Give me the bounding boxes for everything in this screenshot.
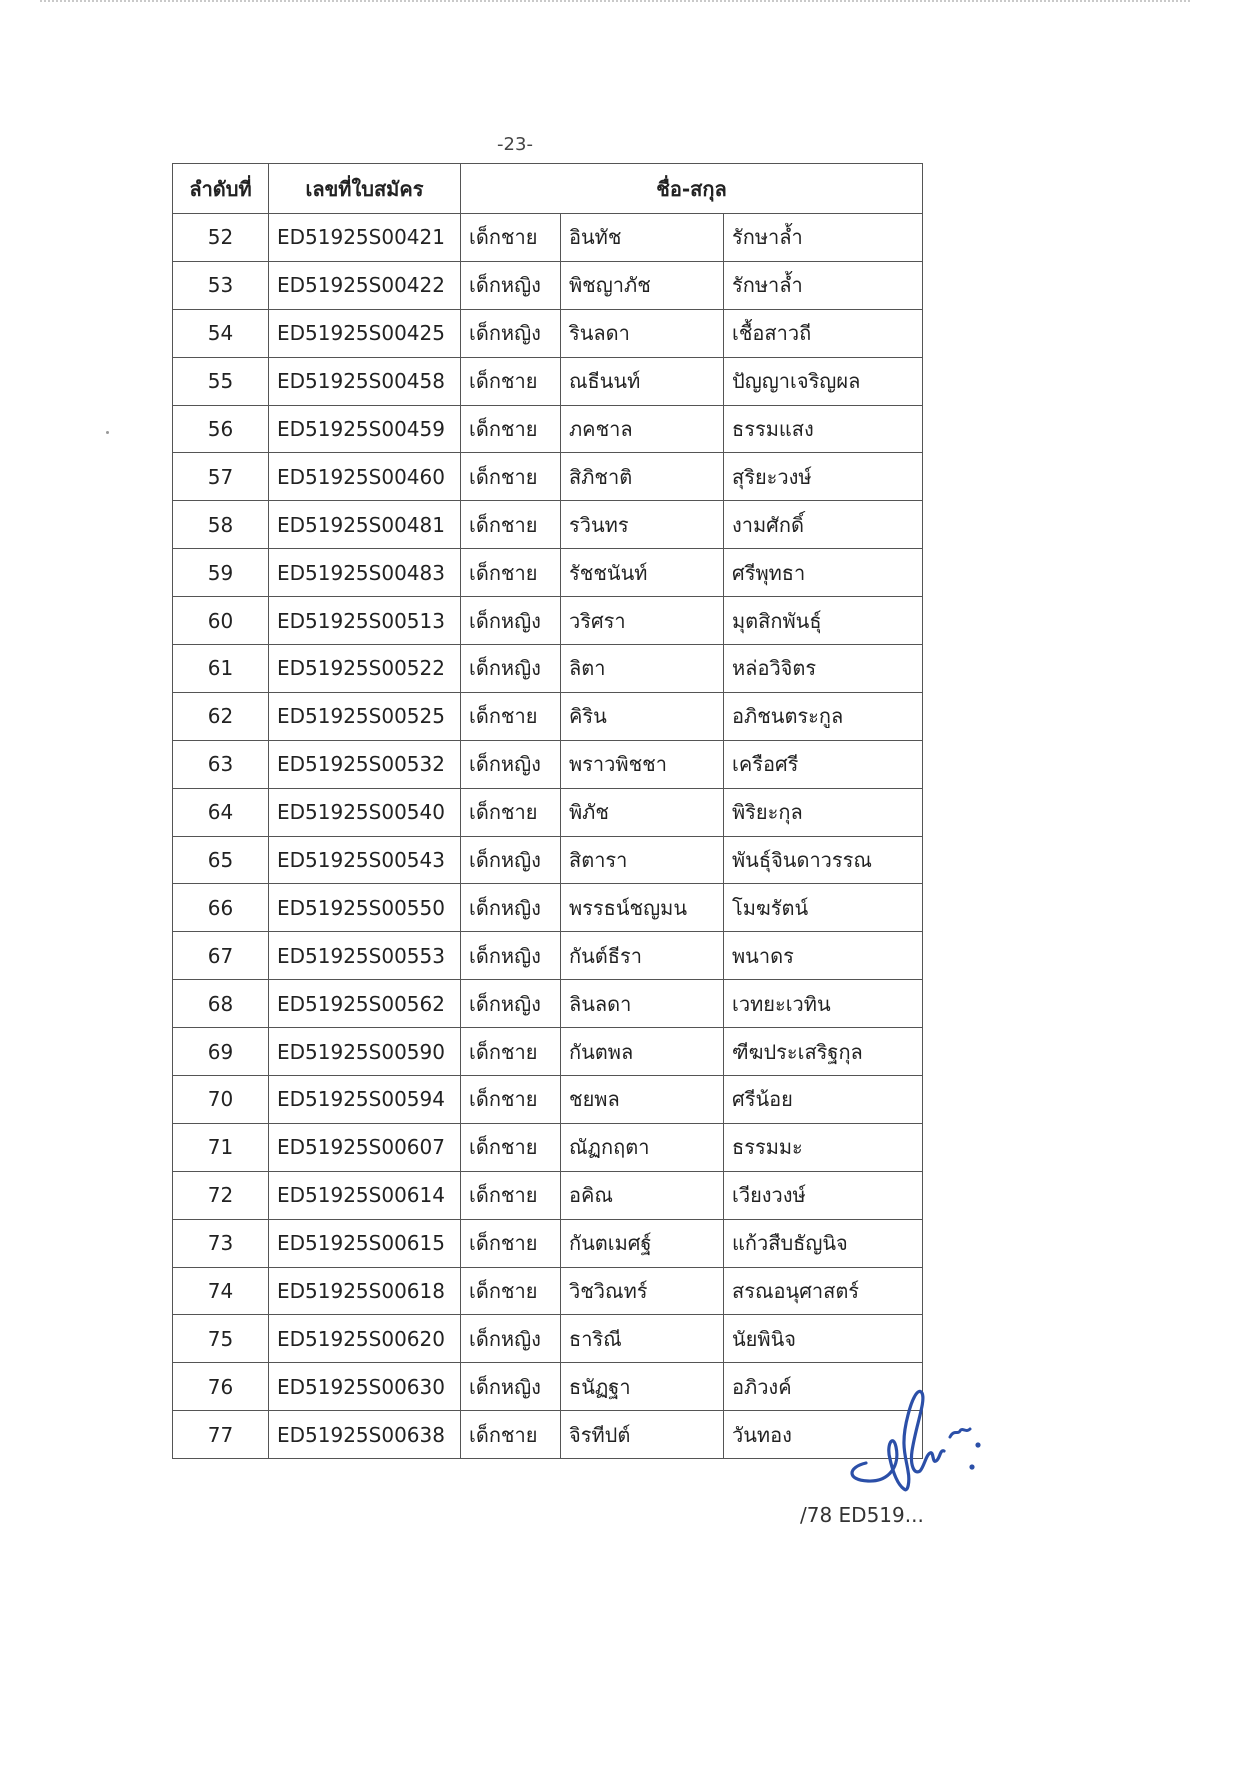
cell-last-name: เครือศรี — [724, 740, 923, 788]
cell-title: เด็กหญิง — [461, 932, 561, 980]
cell-seq: 61 — [173, 645, 269, 693]
cell-last-name: ธรรมแสง — [724, 405, 923, 453]
table-row — [173, 740, 923, 788]
cell-first-name: ธนัฏฐา — [561, 1363, 724, 1411]
cell-first-name: วิชวิณทร์ — [561, 1267, 724, 1315]
cell-first-name: คิริน — [561, 692, 724, 740]
cell-application-no: ED51925S00638 — [269, 1411, 461, 1459]
table-row — [173, 357, 923, 405]
cell-application-no: ED51925S00522 — [269, 645, 461, 693]
table-row — [173, 692, 923, 740]
header-seq: ลำดับที่ — [173, 164, 269, 214]
cell-last-name: พิริยะกุล — [724, 788, 923, 836]
table-row — [173, 1315, 923, 1363]
table-row — [173, 549, 923, 597]
cell-title: เด็กชาย — [461, 788, 561, 836]
cell-first-name: ณัฏกฤตา — [561, 1123, 724, 1171]
cell-application-no: ED51925S00562 — [269, 980, 461, 1028]
table-row — [173, 645, 923, 693]
table-row — [173, 980, 923, 1028]
cell-seq: 72 — [173, 1171, 269, 1219]
table-row — [173, 836, 923, 884]
table-row — [173, 1171, 923, 1219]
cell-first-name: ชยพล — [561, 1076, 724, 1124]
cell-title: เด็กชาย — [461, 549, 561, 597]
cell-seq: 66 — [173, 884, 269, 932]
table-row — [173, 884, 923, 932]
cell-last-name: สรณอนุศาสตร์ — [724, 1267, 923, 1315]
cell-title: เด็กหญิง — [461, 1315, 561, 1363]
cell-seq: 74 — [173, 1267, 269, 1315]
table-row — [173, 261, 923, 309]
cell-application-no: ED51925S00614 — [269, 1171, 461, 1219]
table-row — [173, 405, 923, 453]
table-body — [173, 214, 923, 1459]
cell-first-name: กันตพล — [561, 1028, 724, 1076]
cell-application-no: ED51925S00421 — [269, 214, 461, 262]
cell-last-name: อภิชนตระกูล — [724, 692, 923, 740]
cell-title: เด็กหญิง — [461, 836, 561, 884]
cell-first-name: วริศรา — [561, 597, 724, 645]
cell-title: เด็กหญิง — [461, 309, 561, 357]
cell-first-name: พิภัช — [561, 788, 724, 836]
cell-last-name: เวทยะเวทิน — [724, 980, 923, 1028]
table-header-row — [173, 164, 923, 214]
cell-title: เด็กชาย — [461, 1076, 561, 1124]
cell-title: เด็กหญิง — [461, 597, 561, 645]
cell-last-name: รักษาล้ำ — [724, 261, 923, 309]
table-row — [173, 932, 923, 980]
cell-title: เด็กชาย — [461, 1123, 561, 1171]
table-row — [173, 1076, 923, 1124]
cell-application-no: ED51925S00525 — [269, 692, 461, 740]
cell-first-name: พรรธน์ชญมน — [561, 884, 724, 932]
cell-first-name: ลินลดา — [561, 980, 724, 1028]
cell-seq: 69 — [173, 1028, 269, 1076]
table-row — [173, 309, 923, 357]
cell-title: เด็กชาย — [461, 405, 561, 453]
cell-seq: 54 — [173, 309, 269, 357]
cell-last-name: งามศักดิ์ — [724, 501, 923, 549]
cell-last-name: ศรีน้อย — [724, 1076, 923, 1124]
cell-first-name: อคิณ — [561, 1171, 724, 1219]
cell-application-no: ED51925S00425 — [269, 309, 461, 357]
cell-seq: 60 — [173, 597, 269, 645]
cell-application-no: ED51925S00532 — [269, 740, 461, 788]
cell-seq: 59 — [173, 549, 269, 597]
cell-first-name: กันต์ธีรา — [561, 932, 724, 980]
cell-seq: 57 — [173, 453, 269, 501]
cell-last-name: ธรรมมะ — [724, 1123, 923, 1171]
cell-seq: 65 — [173, 836, 269, 884]
table-row — [173, 453, 923, 501]
table-row — [173, 214, 923, 262]
cell-application-no: ED51925S00590 — [269, 1028, 461, 1076]
cell-seq: 53 — [173, 261, 269, 309]
cell-application-no: ED51925S00422 — [269, 261, 461, 309]
cell-title: เด็กชาย — [461, 1219, 561, 1267]
cell-last-name: พนาดร — [724, 932, 923, 980]
cell-title: เด็กชาย — [461, 692, 561, 740]
cell-last-name: ฑีฆประเสริฐกุล — [724, 1028, 923, 1076]
cell-last-name: นัยพินิจ — [724, 1315, 923, 1363]
cell-title: เด็กหญิง — [461, 740, 561, 788]
cell-first-name: ลิตา — [561, 645, 724, 693]
cell-last-name: ศรีพุทธา — [724, 549, 923, 597]
handwritten-signature — [838, 1385, 998, 1505]
cell-first-name: สิตารา — [561, 836, 724, 884]
table-row — [173, 788, 923, 836]
header-application-no: เลขที่ใบสมัคร — [269, 164, 461, 214]
cell-title: เด็กหญิง — [461, 261, 561, 309]
cell-first-name: รวินทร — [561, 501, 724, 549]
cell-application-no: ED51925S00550 — [269, 884, 461, 932]
cell-first-name: อินทัช — [561, 214, 724, 262]
table-row — [173, 1123, 923, 1171]
scan-speck — [106, 431, 109, 434]
cell-seq: 77 — [173, 1411, 269, 1459]
page-number: -23- — [497, 134, 533, 155]
cell-application-no: ED51925S00540 — [269, 788, 461, 836]
cell-last-name: โมฆรัตน์ — [724, 884, 923, 932]
cell-seq: 64 — [173, 788, 269, 836]
continuation-note: /78 ED519... — [800, 1503, 924, 1527]
cell-application-no: ED51925S00460 — [269, 453, 461, 501]
cell-application-no: ED51925S00630 — [269, 1363, 461, 1411]
cell-seq: 71 — [173, 1123, 269, 1171]
cell-last-name: เชื้อสาวถี — [724, 309, 923, 357]
table-row — [173, 1219, 923, 1267]
cell-seq: 70 — [173, 1076, 269, 1124]
cell-application-no: ED51925S00481 — [269, 501, 461, 549]
cell-seq: 75 — [173, 1315, 269, 1363]
cell-application-no: ED51925S00483 — [269, 549, 461, 597]
cell-seq: 73 — [173, 1219, 269, 1267]
cell-title: เด็กหญิง — [461, 645, 561, 693]
cell-application-no: ED51925S00607 — [269, 1123, 461, 1171]
cell-first-name: ภคชาล — [561, 405, 724, 453]
cell-title: เด็กชาย — [461, 1267, 561, 1315]
table-row — [173, 1028, 923, 1076]
cell-seq: 67 — [173, 932, 269, 980]
cell-last-name: รักษาล้ำ — [724, 214, 923, 262]
cell-seq: 63 — [173, 740, 269, 788]
cell-seq: 58 — [173, 501, 269, 549]
cell-title: เด็กชาย — [461, 453, 561, 501]
cell-title: เด็กหญิง — [461, 1363, 561, 1411]
cell-application-no: ED51925S00543 — [269, 836, 461, 884]
cell-first-name: ธาริณี — [561, 1315, 724, 1363]
cell-application-no: ED51925S00620 — [269, 1315, 461, 1363]
cell-first-name: พราวพิชชา — [561, 740, 724, 788]
cell-application-no: ED51925S00513 — [269, 597, 461, 645]
cell-first-name: กันตเมศฐ์ — [561, 1219, 724, 1267]
cell-seq: 68 — [173, 980, 269, 1028]
cell-last-name: อภิวงค์ — [724, 1363, 923, 1411]
table-row — [173, 1411, 923, 1459]
cell-title: เด็กหญิง — [461, 884, 561, 932]
cell-title: เด็กชาย — [461, 1171, 561, 1219]
cell-seq: 55 — [173, 357, 269, 405]
header-full-name: ชื่อ-สกุล — [461, 164, 923, 214]
cell-seq: 52 — [173, 214, 269, 262]
cell-last-name: แก้วสืบธัญนิจ — [724, 1219, 923, 1267]
table-row — [173, 1267, 923, 1315]
cell-title: เด็กชาย — [461, 214, 561, 262]
cell-last-name: พันธุ์จินดาวรรณ — [724, 836, 923, 884]
cell-first-name: จิรทีปต์ — [561, 1411, 724, 1459]
cell-first-name: รัชชนันท์ — [561, 549, 724, 597]
cell-title: เด็กชาย — [461, 1411, 561, 1459]
cell-seq: 56 — [173, 405, 269, 453]
cell-last-name: สุริยะวงษ์ — [724, 453, 923, 501]
cell-seq: 76 — [173, 1363, 269, 1411]
cell-title: เด็กหญิง — [461, 980, 561, 1028]
cell-first-name: สิภิชาติ — [561, 453, 724, 501]
cell-first-name: ณธีนนท์ — [561, 357, 724, 405]
table-row — [173, 501, 923, 549]
cell-title: เด็กชาย — [461, 1028, 561, 1076]
cell-last-name: เวียงวงษ์ — [724, 1171, 923, 1219]
cell-first-name: รินลดา — [561, 309, 724, 357]
cell-application-no: ED51925S00553 — [269, 932, 461, 980]
cell-seq: 62 — [173, 692, 269, 740]
cell-application-no: ED51925S00459 — [269, 405, 461, 453]
cell-first-name: พิชญาภัช — [561, 261, 724, 309]
cell-application-no: ED51925S00615 — [269, 1219, 461, 1267]
cell-last-name: หล่อวิจิตร — [724, 645, 923, 693]
table-row — [173, 1363, 923, 1411]
scan-edge-artifact — [40, 0, 1190, 8]
applicant-table — [172, 163, 923, 1459]
cell-last-name: วันทอง — [724, 1411, 923, 1459]
cell-last-name: มุตสิกพันธุ์ — [724, 597, 923, 645]
cell-application-no: ED51925S00594 — [269, 1076, 461, 1124]
cell-application-no: ED51925S00618 — [269, 1267, 461, 1315]
cell-application-no: ED51925S00458 — [269, 357, 461, 405]
cell-title: เด็กชาย — [461, 357, 561, 405]
cell-title: เด็กชาย — [461, 501, 561, 549]
table-row — [173, 597, 923, 645]
cell-last-name: ปัญญาเจริญผล — [724, 357, 923, 405]
